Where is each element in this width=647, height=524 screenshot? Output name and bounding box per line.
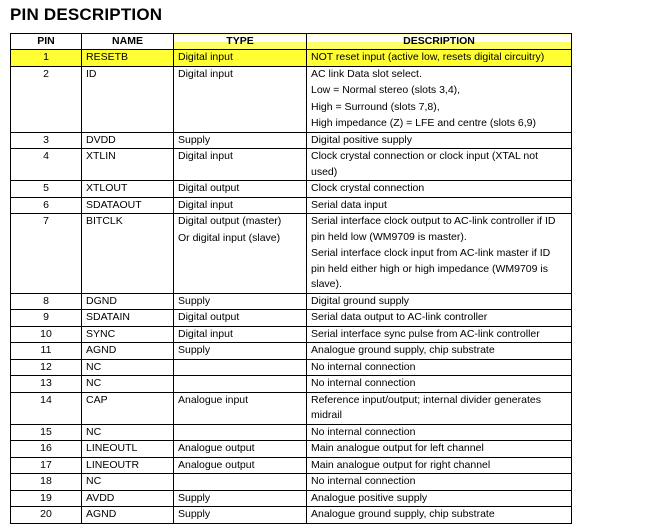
pin-type-line: Digital input	[178, 327, 233, 340]
pin-description-table	[10, 33, 572, 524]
pin-description-line: Analogue ground supply, chip substrate	[311, 508, 495, 520]
pin-number-cell: 6	[11, 197, 82, 214]
header-description: DESCRIPTION	[307, 34, 572, 50]
pin-number-cell: 4	[11, 149, 82, 181]
pin-type-line: Digital input	[178, 67, 233, 80]
pin-type-cell	[174, 490, 307, 507]
pin-name-cell: NC	[82, 424, 174, 441]
pin-description-cell	[307, 474, 572, 491]
pin-number-cell: 2	[11, 66, 82, 132]
pin-number-cell: 19	[11, 490, 82, 507]
pin-description-cell	[307, 181, 572, 198]
pin-description-line: Analogue ground supply, chip substrate	[311, 344, 495, 356]
pin-description-cell	[307, 343, 572, 360]
pin-description-cell	[307, 214, 572, 294]
table-row	[11, 507, 572, 524]
pin-description-cell	[307, 441, 572, 458]
pin-description-line: Low = Normal stereo (slots 3,4),	[311, 84, 461, 96]
pin-name-cell: DGND	[82, 293, 174, 310]
table-row	[11, 181, 572, 198]
pin-description-line: Analogue positive supply	[311, 491, 428, 504]
pin-description-line: No internal connection	[311, 475, 416, 487]
pin-type-line: Or digital input (slave)	[178, 231, 281, 244]
pin-type-cell	[174, 197, 307, 214]
table-row	[11, 197, 572, 214]
pin-description-cell	[307, 359, 572, 376]
pin-type-line: Digital input	[178, 51, 233, 63]
pin-type-line: Supply	[178, 294, 211, 307]
pin-description-line: Serial interface sync pulse from AC-link controller	[311, 327, 540, 340]
table-row	[11, 326, 572, 343]
pin-type-cell	[174, 310, 307, 327]
pin-description-line: Clock crystal connection	[311, 182, 425, 194]
pin-description-cell	[307, 66, 572, 132]
pin-name-cell: XTLIN	[82, 149, 174, 181]
table-row	[11, 343, 572, 360]
pin-type-line: Analogue output	[178, 442, 255, 454]
pin-number-cell: 20	[11, 507, 82, 524]
table-row	[11, 441, 572, 458]
pin-description-line: High impedance (Z) = LFE and centre (slots 6,9)	[311, 117, 536, 129]
pin-type-line: Analogue input	[178, 393, 249, 406]
pin-type-line: Supply	[178, 491, 211, 504]
pin-type-line: Supply	[178, 133, 211, 146]
header-pin: PIN	[11, 34, 82, 50]
pin-description-line: Digital positive supply	[311, 133, 412, 146]
pin-type-line: Analogue output	[178, 458, 255, 471]
pin-type-line: Digital output	[178, 182, 240, 194]
pin-number-cell: 17	[11, 457, 82, 474]
pin-description-cell	[307, 392, 572, 424]
pin-type-line: Digital input	[178, 198, 233, 211]
pin-number-cell: 16	[11, 441, 82, 458]
pin-type-cell	[174, 376, 307, 393]
pin-description-line: Serial interface clock input from AC-link master if ID pin held either high or high impedance (WM9709 is slave).	[311, 247, 551, 290]
pin-type-cell	[174, 214, 307, 294]
pin-description-cell	[307, 457, 572, 474]
pin-name-cell: BITCLK	[82, 214, 174, 294]
pin-name-cell: NC	[82, 359, 174, 376]
pin-type-line: Digital input	[178, 150, 233, 162]
pin-number-cell: 3	[11, 132, 82, 149]
pin-number-cell: 11	[11, 343, 82, 360]
pin-description-cell	[307, 507, 572, 524]
pin-description-cell	[307, 310, 572, 327]
table-body	[11, 50, 572, 524]
pin-number-cell: 15	[11, 424, 82, 441]
header-name: NAME	[82, 34, 174, 50]
pin-description-line: AC link Data slot select.	[311, 67, 422, 80]
pin-type-line: Digital output	[178, 311, 240, 323]
pin-description-cell	[307, 326, 572, 343]
header-row	[11, 34, 572, 50]
pin-type-cell	[174, 343, 307, 360]
pin-number-cell: 10	[11, 326, 82, 343]
pin-description-cell	[307, 376, 572, 393]
table-row	[11, 490, 572, 507]
table-row	[11, 376, 572, 393]
pin-name-cell: AGND	[82, 343, 174, 360]
header-type: TYPE	[174, 34, 307, 50]
pin-description-line: Clock crystal connection or clock input (XTAL not used)	[311, 150, 539, 178]
pin-description-cell	[307, 293, 572, 310]
pin-type-line: Supply	[178, 344, 211, 356]
pin-description-line: Digital ground supply	[311, 294, 410, 307]
table-row	[11, 457, 572, 474]
pin-description-cell	[307, 424, 572, 441]
table-row	[11, 50, 572, 67]
pin-name-cell: NC	[82, 474, 174, 491]
pin-type-cell	[174, 441, 307, 458]
pin-number-cell: 13	[11, 376, 82, 393]
pin-number-cell: 18	[11, 474, 82, 491]
pin-type-cell	[174, 149, 307, 181]
pin-description-cell	[307, 490, 572, 507]
pin-name-cell: SDATAOUT	[82, 197, 174, 214]
pin-description-line: Serial data input	[311, 198, 387, 211]
table-row	[11, 424, 572, 441]
pin-number-cell: 1	[11, 50, 82, 67]
pin-name-cell: RESETB	[82, 50, 174, 67]
table-row	[11, 214, 572, 294]
pin-description-line: Main analogue output for right channel	[311, 458, 491, 471]
pin-type-cell	[174, 474, 307, 491]
table-row	[11, 149, 572, 181]
pin-description-line: Serial interface clock output to AC-link controller if ID pin held low (WM9709 is master).	[311, 215, 556, 243]
pin-number-cell: 14	[11, 392, 82, 424]
pin-description-line: No internal connection	[311, 377, 416, 389]
pin-number-cell: 8	[11, 293, 82, 310]
pin-type-cell	[174, 392, 307, 424]
pin-type-cell	[174, 293, 307, 310]
pin-description-line: Reference input/output; internal divider generates midrail	[311, 393, 541, 421]
pin-description-cell	[307, 149, 572, 181]
pin-name-cell: NC	[82, 376, 174, 393]
pin-name-cell: LINEOUTR	[82, 457, 174, 474]
pin-description-line: Main analogue output for left channel	[311, 442, 484, 454]
pin-name-cell: XTLOUT	[82, 181, 174, 198]
pin-description-cell	[307, 132, 572, 149]
pin-name-cell: DVDD	[82, 132, 174, 149]
pin-type-cell	[174, 359, 307, 376]
pin-description-line: Serial data output to AC-link controller	[311, 311, 488, 323]
pin-type-line: Digital output (master)	[178, 215, 282, 227]
pin-description-cell	[307, 50, 572, 67]
pin-type-cell	[174, 132, 307, 149]
table-row	[11, 392, 572, 424]
pin-number-cell: 9	[11, 310, 82, 327]
pin-type-line: Supply	[178, 508, 211, 520]
pin-type-cell	[174, 181, 307, 198]
pin-type-cell	[174, 326, 307, 343]
pin-type-cell	[174, 66, 307, 132]
pin-description-line: NOT reset input (active low, resets digital circuitry)	[311, 51, 545, 63]
pin-name-cell: AVDD	[82, 490, 174, 507]
pin-name-cell: LINEOUTL	[82, 441, 174, 458]
table-row	[11, 359, 572, 376]
pin-type-cell	[174, 457, 307, 474]
pin-number-cell: 5	[11, 181, 82, 198]
page-title: PIN DESCRIPTION	[10, 5, 163, 24]
pin-name-cell: CAP	[82, 392, 174, 424]
pin-number-cell: 12	[11, 359, 82, 376]
pin-name-cell: AGND	[82, 507, 174, 524]
table-row	[11, 310, 572, 327]
pin-number-cell: 7	[11, 214, 82, 294]
pin-type-cell	[174, 507, 307, 524]
table-row	[11, 66, 572, 132]
pin-type-cell	[174, 50, 307, 67]
pin-type-cell	[174, 424, 307, 441]
table-row	[11, 132, 572, 149]
pin-name-cell: SDATAIN	[82, 310, 174, 327]
table-row	[11, 293, 572, 310]
pin-name-cell: SYNC	[82, 326, 174, 343]
pin-description-cell	[307, 197, 572, 214]
pin-description-line: No internal connection	[311, 425, 416, 438]
table-row	[11, 474, 572, 491]
pin-description-line: No internal connection	[311, 360, 416, 373]
pin-name-cell: ID	[82, 66, 174, 132]
pin-description-line: High = Surround (slots 7,8),	[311, 100, 440, 113]
